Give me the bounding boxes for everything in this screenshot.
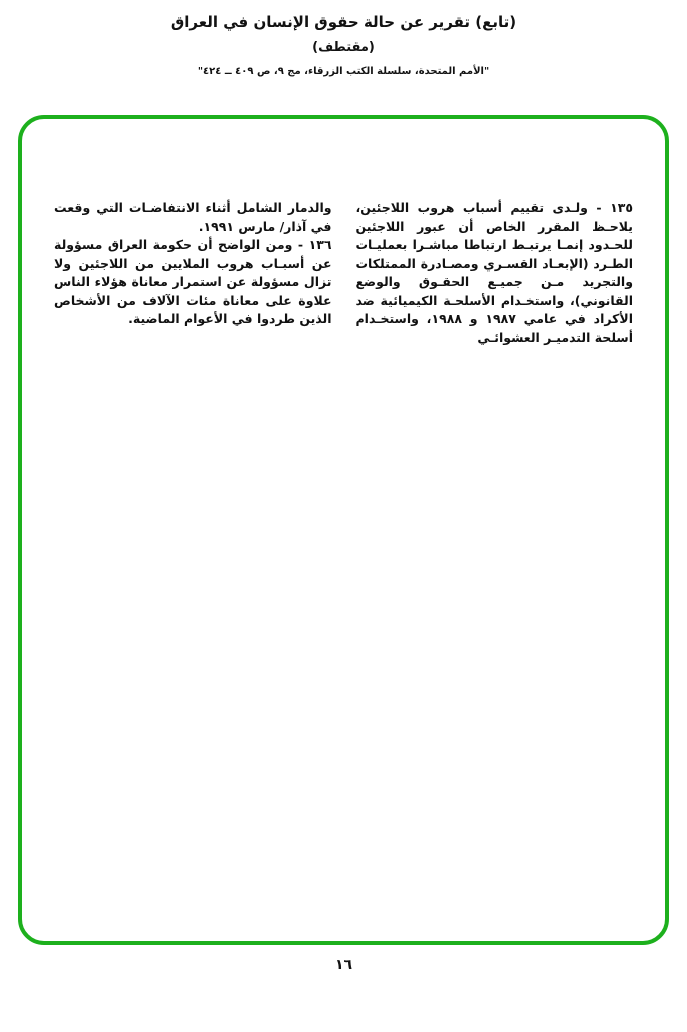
paragraph-136: ١٣٦ - ومن الواضح أن حكومة العراق مسؤولة عن أسبـاب هروب الملايين من اللاجئين ولا تزال مسؤولة عن استمرار معاناة هؤلاء الناس علاوة على معاناة مئات الآلاف من الأشخاص الذين طردوا في الأعوام الماضية.: [54, 237, 332, 326]
two-column-text-block: [22, 119, 665, 347]
document-header: [0, 0, 687, 77]
page-number: ١٦: [334, 957, 353, 973]
text-column-left: [54, 199, 332, 347]
paragraph-135-continuation: والدمار الشامل أثناء الانتفاضـات التي وقعت في آذار/ مارس ١٩٩١.: [54, 200, 332, 234]
paragraph-135: ١٣٥ - ولـدى تقييم أسباب هروب اللاجئين، يلاحـظ المقرر الخاص أن عبور اللاجئين للحـدود إنمـا يرتبـط ارتباطا مباشـرا بعمليـات الطـرد (الإبعـاد القسـري ومصـادرة الممتلكات والتجريد مـن جميـع الحقـوق والوضع القانوني)، واستخـدام الأسلحـة الكيميائية ضد الأكراد في عامي ١٩٨٧ و ١٩٨٨، واستخـدام أسلحة التدميـر العشوائـي: [355, 200, 633, 345]
green-border-frame: [18, 115, 669, 945]
text-column-right: [356, 199, 634, 347]
document-source-line: "الأمم المتحدة، سلسلة الكتب الزرقاء، مج ٩، ص ٤٠٩ ــ ٤٢٤": [197, 66, 490, 77]
document-subtitle: (مقتطف): [312, 40, 375, 55]
document-title: (تابع) تقرير عن حالة حقوق الإنسان في العراق: [170, 13, 517, 31]
